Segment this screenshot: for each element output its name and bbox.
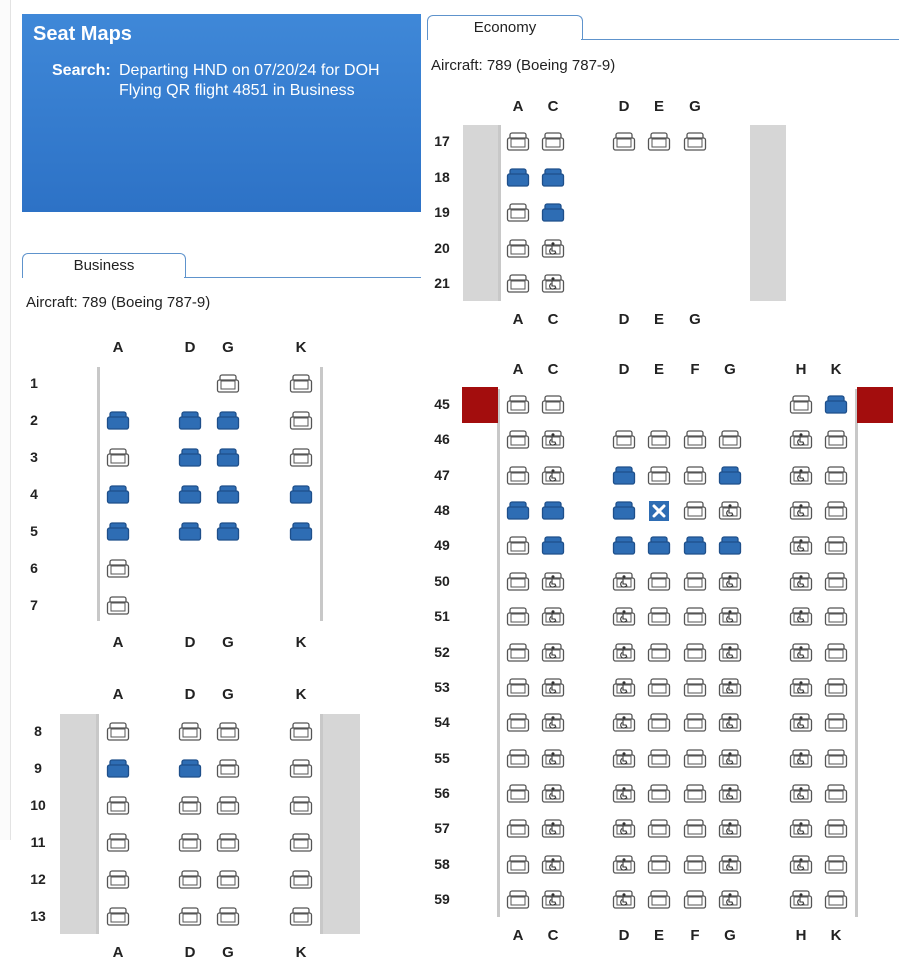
- business-row-label-12: 12: [30, 871, 46, 887]
- seat-9a: [106, 758, 130, 780]
- seat-59f[interactable]: [683, 889, 707, 911]
- seat-48k[interactable]: [824, 500, 848, 522]
- business-lower-col-k: K: [295, 686, 307, 703]
- seat-47h[interactable]: [789, 465, 813, 487]
- seat-13a[interactable]: [106, 906, 130, 928]
- seat-4d: [178, 484, 202, 506]
- economy-row-label-17: 17: [434, 133, 450, 149]
- seat-55d[interactable]: [612, 748, 636, 770]
- business-top-col-k: K: [295, 339, 307, 356]
- seat-47g: [718, 465, 742, 487]
- economy-s2-bottom-col-e: E: [653, 927, 664, 944]
- seat-56f[interactable]: [683, 783, 707, 805]
- business-lower-col-g: G: [222, 686, 234, 703]
- seat-4a: [106, 484, 130, 506]
- business-top-col-d: D: [184, 339, 196, 356]
- business-tab-underline: [184, 277, 421, 278]
- seat-55c[interactable]: [541, 748, 565, 770]
- seat-52a[interactable]: [506, 642, 530, 664]
- economy-row-label-57: 57: [434, 820, 450, 837]
- seat-58f[interactable]: [683, 854, 707, 876]
- seat-48e: [647, 500, 671, 522]
- seat-9k[interactable]: [289, 758, 313, 780]
- seat-56e[interactable]: [647, 783, 671, 805]
- business-bottom-col-k: K: [295, 944, 307, 961]
- seat-47d: [612, 465, 636, 487]
- seat-58g[interactable]: [718, 854, 742, 876]
- business-bottom-col-a: A: [112, 944, 124, 961]
- economy-s2-wall-right: [855, 389, 858, 917]
- seat-4g: [216, 484, 240, 506]
- seat-5d: [178, 521, 202, 543]
- seat-8k[interactable]: [289, 721, 313, 743]
- business-row-label-1: 1: [30, 375, 38, 391]
- business-cabin-line-right-2: [320, 714, 323, 934]
- seat-52h[interactable]: [789, 642, 813, 664]
- seat-53g[interactable]: [718, 677, 742, 699]
- seat-54k[interactable]: [824, 712, 848, 734]
- seat-55e[interactable]: [647, 748, 671, 770]
- seat-57d[interactable]: [612, 818, 636, 840]
- seat-48h[interactable]: [789, 500, 813, 522]
- economy-s2-wall-left: [497, 389, 500, 917]
- seat-50d[interactable]: [612, 571, 636, 593]
- economy-row-label-47: 47: [434, 466, 450, 483]
- seat-51h[interactable]: [789, 606, 813, 628]
- seat-56a[interactable]: [506, 783, 530, 805]
- business-mid-col-k: K: [295, 634, 307, 651]
- seat-58a[interactable]: [506, 854, 530, 876]
- seat-18a: [506, 167, 530, 189]
- seat-57h[interactable]: [789, 818, 813, 840]
- seat-56c[interactable]: [541, 783, 565, 805]
- seat-46f[interactable]: [683, 429, 707, 451]
- seat-5k: [289, 521, 313, 543]
- seat-1g[interactable]: [216, 373, 240, 395]
- seat-55k[interactable]: [824, 748, 848, 770]
- seat-13g[interactable]: [216, 906, 240, 928]
- seat-4k: [289, 484, 313, 506]
- economy-s2-bottom-col-f: F: [690, 927, 700, 944]
- economy-row-label-53: 53: [434, 678, 450, 695]
- seat-46h[interactable]: [789, 429, 813, 451]
- seat-12d[interactable]: [178, 869, 202, 891]
- economy-s2-bottom-col-a: A: [512, 927, 524, 944]
- seat-46g[interactable]: [718, 429, 742, 451]
- economy-row-label-55: 55: [434, 749, 450, 766]
- seat-53d[interactable]: [612, 677, 636, 699]
- business-row-label-11: 11: [30, 834, 46, 850]
- economy-row-label-58: 58: [434, 855, 450, 872]
- economy-s1-bottom-col-e: E: [653, 311, 664, 328]
- seat-10a[interactable]: [106, 795, 130, 817]
- economy-s1-top-col-g: G: [689, 98, 701, 115]
- economy-s1-top-col-d: D: [618, 98, 630, 115]
- seat-53c[interactable]: [541, 677, 565, 699]
- seat-50g[interactable]: [718, 571, 742, 593]
- business-top-col-g: G: [222, 339, 234, 356]
- seat-2a: [106, 410, 130, 432]
- seat-49k[interactable]: [824, 535, 848, 557]
- seat-48g[interactable]: [718, 500, 742, 522]
- seat-53k[interactable]: [824, 677, 848, 699]
- economy-row-label-46: 46: [434, 431, 450, 448]
- economy-s1-bottom-col-c: C: [547, 311, 559, 328]
- seat-10k[interactable]: [289, 795, 313, 817]
- seat-12g[interactable]: [216, 869, 240, 891]
- seat-51k[interactable]: [824, 606, 848, 628]
- economy-s2-bottom-col-c: C: [547, 927, 559, 944]
- seat-56k[interactable]: [824, 783, 848, 805]
- seat-52d[interactable]: [612, 642, 636, 664]
- seat-5g: [216, 521, 240, 543]
- economy-row-label-51: 51: [434, 608, 450, 625]
- economy-row-label-50: 50: [434, 572, 450, 589]
- business-mid-col-g: G: [222, 634, 234, 651]
- seat-58k[interactable]: [824, 854, 848, 876]
- search-departure-text: Departing HND on 07/20/24 for DOH: [119, 62, 380, 79]
- seat-57a[interactable]: [506, 818, 530, 840]
- exit-door-right: [857, 387, 893, 423]
- seat-56h[interactable]: [789, 783, 813, 805]
- seat-5a: [106, 521, 130, 543]
- seat-57e[interactable]: [647, 818, 671, 840]
- business-cabin-wall-right: [320, 367, 323, 621]
- economy-s2-top-col-k: K: [830, 361, 842, 378]
- seat-48a: [506, 500, 530, 522]
- seat-2d: [178, 410, 202, 432]
- economy-s2-top-col-a: A: [512, 361, 524, 378]
- economy-row-label-20: 20: [434, 239, 450, 256]
- seat-12a[interactable]: [106, 869, 130, 891]
- economy-s1-wall-right: [750, 125, 786, 301]
- seat-57k[interactable]: [824, 818, 848, 840]
- seat-54f[interactable]: [683, 712, 707, 734]
- exit-door-left: [462, 387, 498, 423]
- seat-45c[interactable]: [541, 394, 565, 416]
- economy-row-label-19: 19: [434, 204, 450, 220]
- seat-6a[interactable]: [106, 558, 130, 580]
- seat-8d[interactable]: [178, 721, 202, 743]
- business-row-label-10: 10: [30, 797, 46, 813]
- business-bottom-col-g: G: [222, 944, 234, 961]
- business-top-col-a: A: [112, 339, 124, 356]
- economy-s2-bottom-col-k: K: [830, 927, 842, 944]
- seat-47a[interactable]: [506, 465, 530, 487]
- seat-47c[interactable]: [541, 465, 565, 487]
- seat-13d[interactable]: [178, 906, 202, 928]
- economy-s1-bottom-col-a: A: [512, 311, 524, 328]
- seat-50c[interactable]: [541, 571, 565, 593]
- seat-52k[interactable]: [824, 642, 848, 664]
- seat-48f[interactable]: [683, 500, 707, 522]
- seat-52c[interactable]: [541, 642, 565, 664]
- business-bottom-col-d: D: [184, 944, 196, 961]
- seat-50a[interactable]: [506, 571, 530, 593]
- economy-s2-bottom-col-g: G: [724, 927, 736, 944]
- seat-54e[interactable]: [647, 712, 671, 734]
- business-row-label-5: 5: [30, 523, 38, 539]
- seat-8g[interactable]: [216, 721, 240, 743]
- seat-21a[interactable]: [506, 273, 530, 295]
- seat-1k[interactable]: [289, 373, 313, 395]
- seat-47e[interactable]: [647, 465, 671, 487]
- business-cabin-line-left-2: [96, 714, 99, 934]
- seat-49h[interactable]: [789, 535, 813, 557]
- page-title: Seat Maps: [33, 23, 132, 45]
- economy-s2-top-col-f: F: [690, 361, 700, 378]
- seat-57c[interactable]: [541, 818, 565, 840]
- seat-46e[interactable]: [647, 429, 671, 451]
- economy-row-label-48: 48: [434, 502, 450, 519]
- seat-19c: [541, 202, 565, 224]
- business-mid-col-a: A: [112, 634, 124, 651]
- economy-s2-top-col-e: E: [653, 361, 664, 378]
- seat-50e[interactable]: [647, 571, 671, 593]
- seat-53f[interactable]: [683, 677, 707, 699]
- economy-aircraft-label: Aircraft: 789 (Boeing 787-9): [431, 57, 616, 74]
- seat-11d[interactable]: [178, 832, 202, 854]
- seat-59k[interactable]: [824, 889, 848, 911]
- seat-3k[interactable]: [289, 447, 313, 469]
- seat-59g[interactable]: [718, 889, 742, 911]
- seat-51c[interactable]: [541, 606, 565, 628]
- seat-47k[interactable]: [824, 465, 848, 487]
- seat-10d[interactable]: [178, 795, 202, 817]
- economy-row-label-52: 52: [434, 643, 450, 660]
- business-cabin-wall-left: [97, 367, 100, 621]
- seat-3g: [216, 447, 240, 469]
- seat-20c[interactable]: [541, 238, 565, 260]
- business-row-label-9: 9: [34, 760, 42, 776]
- business-row-label-4: 4: [30, 486, 38, 502]
- seat-52f[interactable]: [683, 642, 707, 664]
- economy-row-label-18: 18: [434, 168, 450, 185]
- economy-s2-top-col-d: D: [618, 361, 630, 378]
- seat-3a[interactable]: [106, 447, 130, 469]
- seat-45h[interactable]: [789, 394, 813, 416]
- seat-20a[interactable]: [506, 238, 530, 260]
- seat-55g[interactable]: [718, 748, 742, 770]
- seat-57g[interactable]: [718, 818, 742, 840]
- seat-7a[interactable]: [106, 595, 130, 617]
- seat-49a[interactable]: [506, 535, 530, 557]
- seat-59d[interactable]: [612, 889, 636, 911]
- business-row-label-8: 8: [34, 723, 42, 739]
- economy-s1-bottom-col-d: D: [618, 311, 630, 328]
- seat-maps-header: [22, 14, 421, 212]
- economy-s2-top-col-c: C: [547, 361, 559, 378]
- economy-row-label-21: 21: [434, 275, 450, 291]
- seat-52e[interactable]: [647, 642, 671, 664]
- seat-17c[interactable]: [541, 131, 565, 153]
- business-row-label-7: 7: [30, 597, 38, 613]
- tab-business[interactable]: Business: [22, 253, 186, 278]
- seat-54g[interactable]: [718, 712, 742, 734]
- seat-51d[interactable]: [612, 606, 636, 628]
- economy-row-label-59: 59: [434, 891, 450, 908]
- seat-51g[interactable]: [718, 606, 742, 628]
- seat-11k[interactable]: [289, 832, 313, 854]
- side-panel-edge: [0, 0, 11, 840]
- seat-45k: [824, 394, 848, 416]
- seat-52g[interactable]: [718, 642, 742, 664]
- seat-47f[interactable]: [683, 465, 707, 487]
- seat-18c: [541, 167, 565, 189]
- seat-58h[interactable]: [789, 854, 813, 876]
- economy-s1-top-col-c: C: [547, 98, 559, 115]
- seat-17g[interactable]: [683, 131, 707, 153]
- business-lower-col-a: A: [112, 686, 124, 703]
- seat-55f[interactable]: [683, 748, 707, 770]
- economy-s1-wall-left: [463, 125, 498, 301]
- seat-58e[interactable]: [647, 854, 671, 876]
- business-mid-col-d: D: [184, 634, 196, 651]
- seat-17a[interactable]: [506, 131, 530, 153]
- seat-2g: [216, 410, 240, 432]
- business-aircraft-label: Aircraft: 789 (Boeing 787-9): [26, 294, 211, 311]
- seat-46a[interactable]: [506, 429, 530, 451]
- seat-50h[interactable]: [789, 571, 813, 593]
- seat-49c: [541, 535, 565, 557]
- seat-49e: [647, 535, 671, 557]
- seat-10g[interactable]: [216, 795, 240, 817]
- seat-11g[interactable]: [216, 832, 240, 854]
- seat-49f: [683, 535, 707, 557]
- economy-s1-line-left: [498, 125, 501, 301]
- seat-17d[interactable]: [612, 131, 636, 153]
- seat-17e[interactable]: [647, 131, 671, 153]
- economy-tab-underline: [581, 39, 899, 40]
- business-row-label-6: 6: [30, 560, 38, 576]
- seat-12k[interactable]: [289, 869, 313, 891]
- seat-49d: [612, 535, 636, 557]
- seat-59e[interactable]: [647, 889, 671, 911]
- business-cabin-wall-left-2: [60, 714, 96, 934]
- seat-59a[interactable]: [506, 889, 530, 911]
- business-row-label-3: 3: [30, 449, 38, 465]
- economy-s1-top-col-e: E: [653, 98, 664, 115]
- seat-54d[interactable]: [612, 712, 636, 734]
- seat-59c[interactable]: [541, 889, 565, 911]
- seat-53h[interactable]: [789, 677, 813, 699]
- seat-53a[interactable]: [506, 677, 530, 699]
- seat-57f[interactable]: [683, 818, 707, 840]
- tab-economy[interactable]: Economy: [427, 15, 583, 40]
- seat-45a[interactable]: [506, 394, 530, 416]
- economy-s2-top-col-g: G: [724, 361, 736, 378]
- seat-48d: [612, 500, 636, 522]
- seat-3d: [178, 447, 202, 469]
- business-lower-col-d: D: [184, 686, 196, 703]
- seat-59h[interactable]: [789, 889, 813, 911]
- seat-54h[interactable]: [789, 712, 813, 734]
- search-label: Search:: [52, 62, 111, 79]
- search-flight-text: Flying QR flight 4851 in Business: [119, 82, 355, 99]
- seat-55h[interactable]: [789, 748, 813, 770]
- seat-13k[interactable]: [289, 906, 313, 928]
- seat-11a[interactable]: [106, 832, 130, 854]
- seat-58d[interactable]: [612, 854, 636, 876]
- seat-21c[interactable]: [541, 273, 565, 295]
- economy-row-label-45: 45: [434, 396, 450, 412]
- economy-row-label-56: 56: [434, 784, 450, 801]
- economy-s2-top-col-h: H: [795, 361, 807, 378]
- seat-48c: [541, 500, 565, 522]
- seat-50f[interactable]: [683, 571, 707, 593]
- seat-54a[interactable]: [506, 712, 530, 734]
- seat-51e[interactable]: [647, 606, 671, 628]
- seat-53e[interactable]: [647, 677, 671, 699]
- seat-50k[interactable]: [824, 571, 848, 593]
- seat-51f[interactable]: [683, 606, 707, 628]
- seat-56d[interactable]: [612, 783, 636, 805]
- seat-46c[interactable]: [541, 429, 565, 451]
- seat-46k[interactable]: [824, 429, 848, 451]
- seat-49g: [718, 535, 742, 557]
- seat-58c[interactable]: [541, 854, 565, 876]
- economy-row-label-49: 49: [434, 537, 450, 554]
- seat-9g[interactable]: [216, 758, 240, 780]
- seat-19a[interactable]: [506, 202, 530, 224]
- economy-s2-bottom-col-h: H: [795, 927, 807, 944]
- business-row-label-13: 13: [30, 908, 46, 924]
- seat-56g[interactable]: [718, 783, 742, 805]
- seat-8a[interactable]: [106, 721, 130, 743]
- economy-row-label-54: 54: [434, 714, 450, 731]
- seat-51a[interactable]: [506, 606, 530, 628]
- seat-46d[interactable]: [612, 429, 636, 451]
- seat-55a[interactable]: [506, 748, 530, 770]
- seat-2k[interactable]: [289, 410, 313, 432]
- economy-s2-bottom-col-d: D: [618, 927, 630, 944]
- seat-54c[interactable]: [541, 712, 565, 734]
- business-row-label-2: 2: [30, 412, 38, 428]
- seat-9d: [178, 758, 202, 780]
- business-cabin-wall-right-2: [323, 714, 360, 934]
- economy-s1-bottom-col-g: G: [689, 311, 701, 328]
- economy-s1-top-col-a: A: [512, 98, 524, 115]
